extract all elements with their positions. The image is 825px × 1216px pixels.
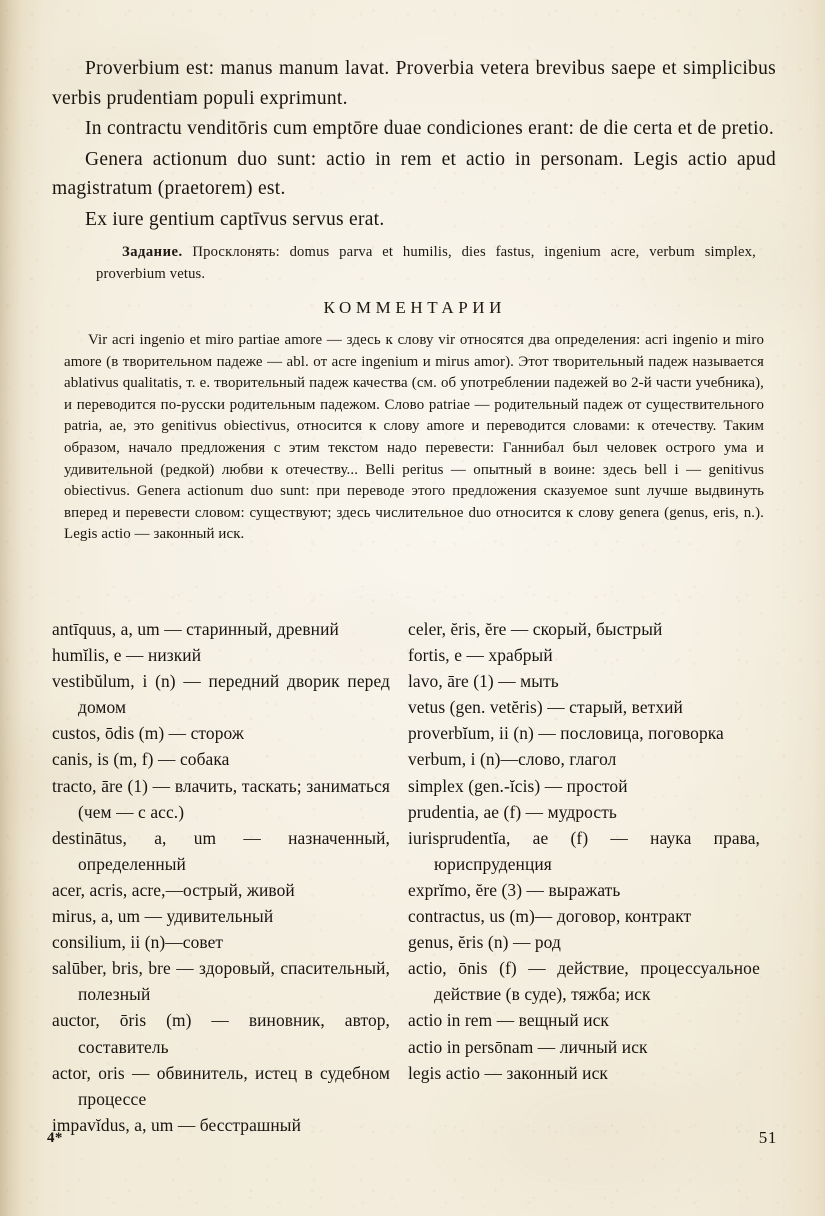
vocabulary-list xyxy=(0,616,825,1135)
vocabulary-entry: actio, ōnis (f) — действие, процессуальное действие (в суде), тяжба; иск xyxy=(408,958,760,1005)
vocabulary-entry: auctor, ōris (m) — виновник, автор, составитель xyxy=(52,1010,390,1057)
vocabulary-entry: contractus, us (m)— договор, контракт xyxy=(408,906,692,927)
latin-paragraph: Proverbium est: manus manum lavat. Proverbia vetera brevibus saepe et simplicibus verbis prudentiam populi exprimunt. xyxy=(52,58,776,109)
vocabulary-entry: tracto, āre (1) — влачить, таскать; заниматься (чем — с acc.) xyxy=(52,775,390,822)
vocabulary-entry: fortis, e — храбрый xyxy=(408,645,553,666)
vocabulary-entry: prudentia, ae (f) — мудрость xyxy=(408,801,617,822)
vocabulary-entry: acer, acris, acre,—острый, живой xyxy=(52,879,295,900)
vocabulary-entry: actio in persōnam — личный иск xyxy=(408,1036,648,1057)
latin-passage xyxy=(52,54,776,234)
vocabulary-entry: vestibŭlum, i (n) — передний дворик перед домом xyxy=(52,671,390,718)
vocabulary-entry: humĭlis, e — низкий xyxy=(52,645,202,666)
vocabulary-entry: actor, oris — обвинитель, истец в судебном процессе xyxy=(52,1062,390,1109)
vocabulary-entry: antīquus, a, um — старинный, древний xyxy=(52,619,339,639)
vocabulary-entry: impavĭdus, a, um — бесстрашный xyxy=(52,1114,301,1135)
vocabulary-entry: lavo, āre (1) — мыть xyxy=(408,671,559,692)
vocabulary-entry: mirus, a, um — удивительный xyxy=(52,906,274,927)
exercise-label: Задание. xyxy=(122,244,183,260)
vocabulary-entry: vetus (gen. vetĕris) — старый, ветхий xyxy=(408,697,683,718)
page-number: 51 xyxy=(758,1128,777,1147)
latin-paragraph: Genera actionum duo sunt: actio in rem et actio in personam. Legis actio apud magistratum (praetorem) est. xyxy=(52,148,776,199)
vocabulary-entry: verbum, i (n)—слово, глагол xyxy=(408,749,617,770)
vocabulary-entry: destinātus, a, um — назначенный, определенный xyxy=(52,827,390,874)
signature-mark: 4* xyxy=(47,1130,63,1146)
vocabulary-entry: salūber, bris, bre — здоровый, спасительный, полезный xyxy=(52,958,390,1005)
vocabulary-entry: simplex (gen.-ĭcis) — простой xyxy=(408,775,628,796)
vocabulary-entry: iurisprudentĭa, ae (f) — наука права, юриспруденция xyxy=(408,827,760,874)
vocabulary-entry: legis actio — законный иск xyxy=(408,1062,608,1083)
exercise-text: Просклонять: domus parva et humilis, dies fastus, ingenium acre, verbum simplex, proverbium vetus. xyxy=(96,244,756,282)
vocabulary-entry: exprĭmo, ĕre (3) — выражать xyxy=(408,879,621,900)
vocabulary-column-right xyxy=(408,616,760,1086)
exercise-note xyxy=(96,242,756,285)
latin-paragraph: Ex iure gentium captīvus servus erat. xyxy=(85,208,385,230)
vocabulary-column-left xyxy=(52,616,390,1138)
commentary-text: Vir acri ingenio et miro partiae amore — здесь к слову vir относятся два определения: acri ingenio и miro amore (в творительном падеже — abl. от acre ingenium и mirus amor). Этот творительный падеж называется ablativus qualitatis, т. е. творительный падеж качества (см. об употреблении падежей во 2-й части учебника), и переводится по-русски родительным падежом. Слово patriae — родительный падеж от существительного patria, ae, это genitivus obiectivus, относится к слову amore и переводится словами: к отечеству. Таким образом, начало предложения с этим текстом надо перевести: Ганнибал был человек острого ума и удивительной (редкой) любви к отечеству... Belli peritus — опытный в воине: здесь bell i — genitivus obiectivus. Genera actionum duo sunt: при переводе этого предложения сказуемое sunt лучше выдвинуть вперед и перевести словом: существуют; здесь числительное duo относится к слову genera (genus, eris, n.). Legis actio — законный иск. xyxy=(64,332,764,543)
vocabulary-entry: actio in rem — вещный иск xyxy=(408,1010,609,1031)
vocabulary-entry: custos, ōdis (m) — сторож xyxy=(52,723,244,744)
vocabulary-entry: canis, is (m, f) — собака xyxy=(52,749,230,770)
vocabulary-entry: proverbĭum, ii (n) — пословица, поговорка xyxy=(408,723,724,744)
vocabulary-entry: celer, ĕris, ĕre — скорый, быстрый xyxy=(408,619,663,639)
latin-paragraph: In contractu venditōris cum emptōre duae condiciones erant: de die certa et de pretio. xyxy=(85,118,774,139)
commentary-heading: КОММЕНТАРИИ xyxy=(323,298,507,317)
vocabulary-entry: consilium, ii (n)—совет xyxy=(52,932,224,953)
vocabulary-entry: genus, ĕris (n) — род xyxy=(408,932,561,953)
